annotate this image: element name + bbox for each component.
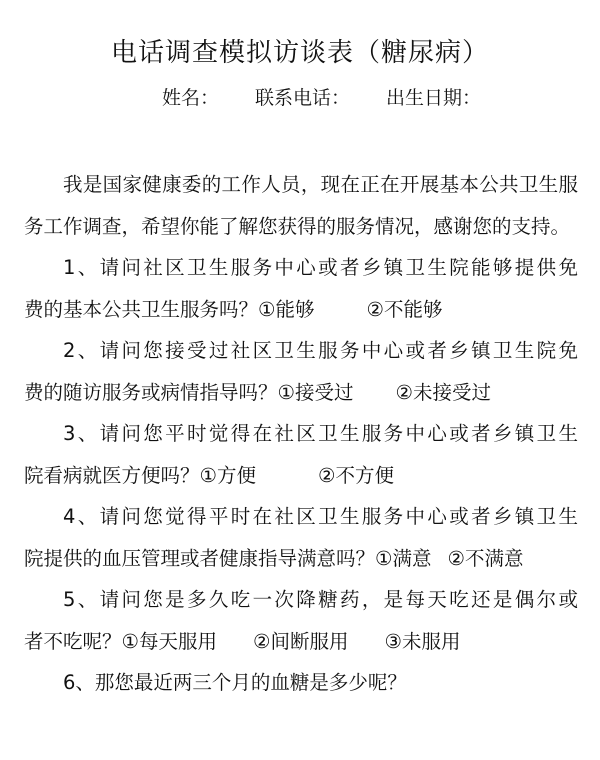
question-2-text: 2、请问您接受过社区卫生服务中心或者乡镇卫生院免 — [63, 339, 578, 362]
name-field-label: 姓名： — [162, 87, 220, 109]
page-title: 电话调查模拟访谈表（糖尿病） — [110, 38, 489, 68]
birthdate-field-label: 出生日期： — [386, 87, 482, 109]
question-1-option-2: ②不能够 — [366, 297, 443, 321]
question-2-continuation — [24, 372, 578, 414]
phone-field-label: 联系电话： — [255, 87, 351, 109]
question-1-text-end: 费的基本公共卫生服务吗？ — [24, 297, 259, 321]
question-3-option-1: ①方便 — [199, 463, 256, 487]
question-4 — [24, 496, 578, 579]
question-1-continuation — [24, 289, 578, 331]
question-5-option-1: ①每天服用 — [121, 629, 217, 653]
question-2 — [24, 330, 578, 413]
question-4-option-2: ②不满意 — [447, 546, 524, 570]
question-3-text-end: 院看病就医方便吗？ — [24, 463, 200, 487]
intro-paragraph: 我是国家健康委的工作人员，现在正在开展基本公共卫生服务工作调查，希望你能了解您获得的服务情况，感谢您的支持。 — [24, 173, 578, 238]
question-6 — [24, 662, 578, 704]
survey-body — [24, 164, 578, 704]
question-2-text-end: 费的随访服务或病情指导吗？ — [24, 380, 278, 404]
question-3-option-2: ②不方便 — [318, 463, 394, 487]
question-4-text: 4、请问您觉得平时在社区卫生服务中心或者乡镇卫生 — [63, 505, 578, 528]
question-1 — [24, 247, 578, 330]
question-4-continuation — [24, 538, 578, 580]
question-1-option-1: ①能够 — [258, 297, 315, 321]
question-2-option-1: ①接受过 — [277, 380, 354, 404]
question-5-option-2: ②间断服用 — [253, 629, 349, 653]
question-1-text: 1、请问社区卫生服务中心或者乡镇卫生院能够提供免 — [63, 256, 578, 279]
respondent-fields — [162, 84, 481, 112]
question-3 — [24, 413, 578, 496]
question-3-text: 3、请问您平时觉得在社区卫生服务中心或者乡镇卫生 — [63, 422, 578, 445]
question-3-continuation — [24, 455, 578, 497]
question-4-option-1: ①满意 — [375, 546, 432, 570]
question-2-option-2: ②未接受过 — [395, 380, 491, 404]
question-5-text-end: 者不吃呢？ — [24, 629, 122, 653]
question-5-text: 5、请问您是多久吃一次降糖药，是每天吃还是偶尔或 — [63, 588, 578, 611]
question-5-continuation — [24, 621, 578, 663]
question-5-option-3: ③未服用 — [384, 629, 461, 653]
question-6-text: 6、那您最近两三个月的血糖是多少呢？ — [63, 671, 407, 694]
question-4-text-end: 院提供的血压管理或者健康指导满意吗？ — [24, 546, 376, 570]
question-5 — [24, 579, 578, 662]
